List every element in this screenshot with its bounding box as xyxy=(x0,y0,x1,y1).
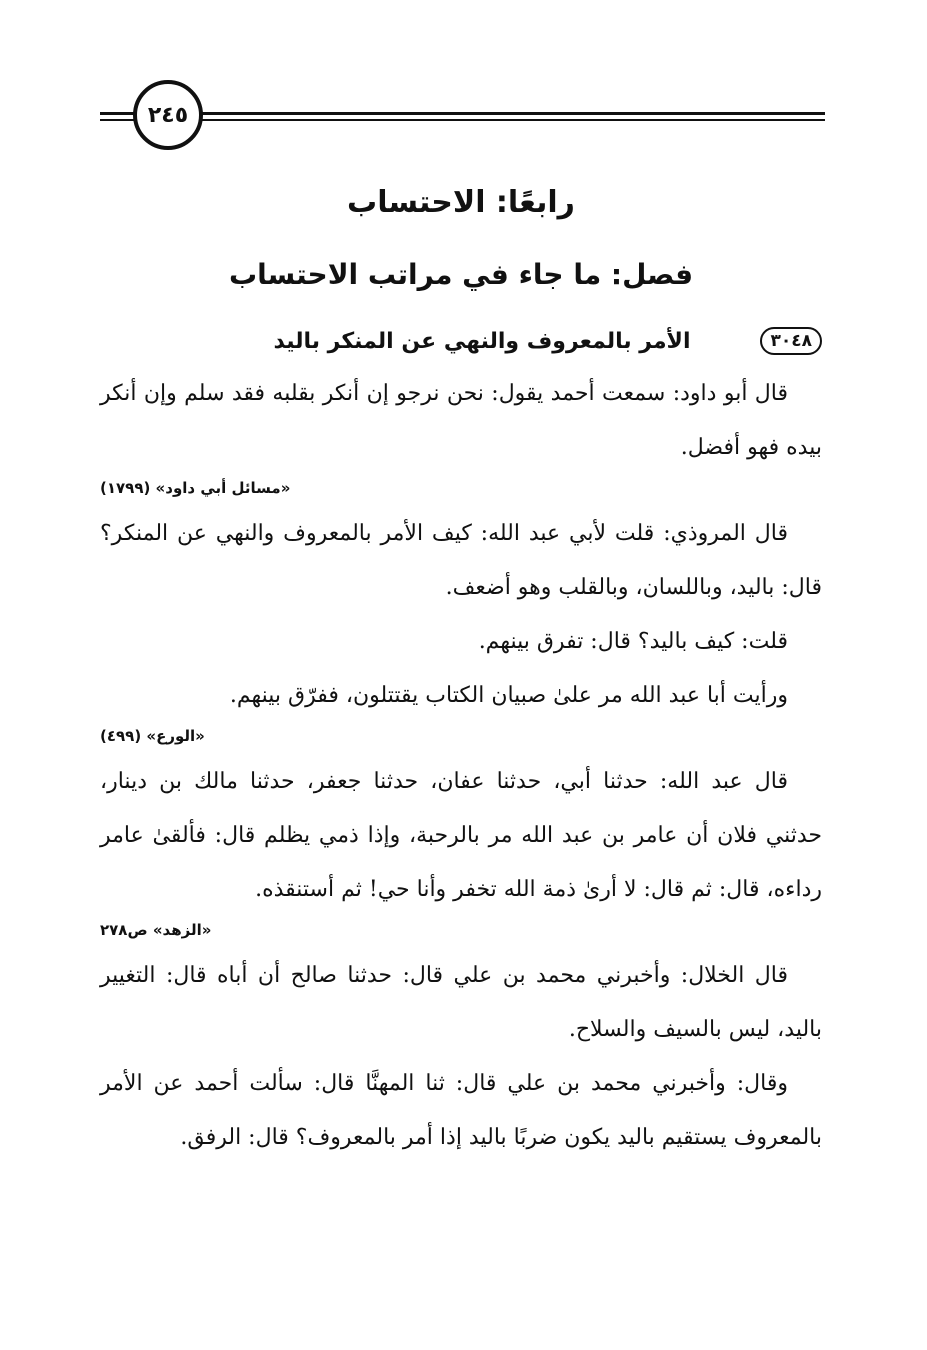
entry-number-badge: ٣٠٤٨ xyxy=(760,327,822,355)
source-citation: «الورع» (٤٩٩) xyxy=(100,727,205,745)
paragraph: قال المروذي: قلت لأبي عبد الله: كيف الأمر بالمعروف والنهي عن المنكر؟ قال: باليد، وباللسان، وبالقلب وهو أضعف. xyxy=(100,521,822,600)
section-title: رابعًا: الاحتساب xyxy=(347,185,575,220)
chapter-title: فصل: ما جاء في مراتب الاحتساب xyxy=(228,258,694,291)
header-rule-left xyxy=(100,112,135,126)
source-citation: «مسائل أبي داود» (١٧٩٩) xyxy=(100,479,291,497)
paragraph: قلت: كيف باليد؟ قال: تفرق بينهم. xyxy=(478,629,788,654)
page-body xyxy=(100,165,822,1165)
paragraph: قال عبد الله: حدثنا أبي، حدثنا عفان، حدثنا جعفر، حدثنا مالك بن دينار، حدثني فلان أن عامر بن عبد الله مر بالرحبة، وإذا ذمي يظلم قال: فألقىٰ عامر رداءه، قال: ثم قال: لا أرىٰ ذمة الله تخفر وأنا حي! ثم أستنقذه. xyxy=(100,769,822,902)
entry-heading xyxy=(100,327,822,355)
paragraph: ورأيت أبا عبد الله مر علىٰ صبيان الكتاب يقتتلون، ففرّق بينهم. xyxy=(229,683,788,708)
paragraph: وقال: وأخبرني محمد بن علي قال: ثنا المهنَّا قال: سألت أحمد عن الأمر بالمعروف يستقيم باليد يكون ضربًا باليد إذا أمر بالمعروف؟ قال: الرفق. xyxy=(100,1071,822,1150)
page-number: ٢٤٥ xyxy=(133,80,203,150)
paragraph: قال الخلال: وأخبرني محمد بن علي قال: حدثنا صالح أن أباه قال: التغيير باليد، ليس بالسيف والسلاح. xyxy=(100,963,822,1042)
source-citation: «الزهد» ص٢٧٨ xyxy=(100,921,212,939)
paragraph: قال أبو داود: سمعت أحمد يقول: نحن نرجو إن أنكر بقلبه فقد سلم وإن أنكر بيده فهو أفضل. xyxy=(100,381,822,460)
entry-title: الأمر بالمعروف والنهي عن المنكر باليد xyxy=(273,328,691,354)
header-rule xyxy=(200,112,825,126)
